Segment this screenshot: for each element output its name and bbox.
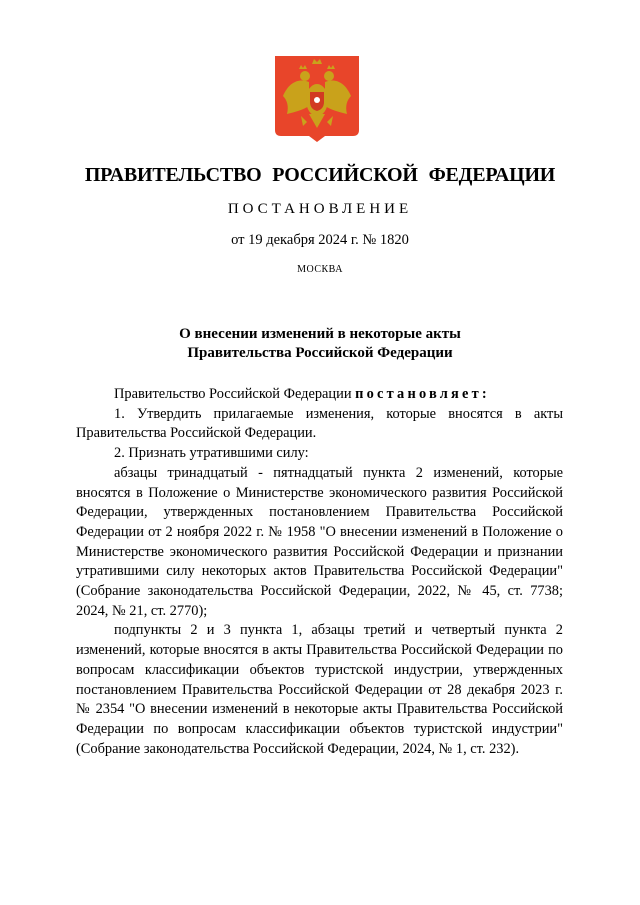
- paragraph-3: абзацы тринадцатый - пятнадцатый пункта 2 изменений, которые вносятся в Положение о Министерстве экономического развития Российской Федерации, утвержденных постановлением Правительства Российской Федерации от 2 ноября 2022 г. № 1958 "О внесении изменений в Положение о Министерстве экономического развития Российской Федерации и признании утратившими силу некоторых актов Правительства Российской Федерации" (Собрание законодательства Российской Федерации, 2022, № 45, ст. 7738; 2024, № 21, ст. 2770);: [76, 464, 563, 619]
- intro-text: Правительство Российской Федерации: [114, 386, 356, 402]
- document-city: МОСКВА: [297, 264, 343, 275]
- intro-verb: постановляет:: [355, 386, 490, 402]
- government-title: ПРАВИТЕЛЬСТВО РОССИЙСКОЙ ФЕДЕРАЦИИ: [84, 164, 556, 186]
- document-date-number: от 19 декабря 2024 г. № 1820: [231, 232, 409, 248]
- paragraph-1: 1. Утвердить прилагаемые изменения, которые вносятся в акты Правительства Российской Федерации.: [76, 405, 563, 442]
- paragraph-4: подпункты 2 и 3 пункта 1, абзацы третий и четвертый пункта 2 изменений, которые вносятся в акты Правительства Российской Федерации по вопросам классификации объектов туристской индустрии, утвержденных постановлением Правительства Российской Федерации от 28 декабря 2023 г. № 2354 "О внесении изменений в некоторые акты Правительства Российской Федерации по вопросам классификации объектов туристской индустрии" (Собрание законодательства Российской Федерации, 2024, № 1, ст. 232).: [76, 622, 563, 757]
- subject-line-2: Правительства Российской Федерации: [187, 345, 453, 361]
- intro-paragraph: [76, 385, 563, 405]
- document-type: ПОСТАНОВЛЕНИЕ: [227, 201, 413, 217]
- document-subject: [0, 325, 640, 363]
- document-body: [76, 385, 563, 759]
- paragraph-2: 2. Признать утратившими силу:: [114, 445, 309, 462]
- subject-line-1: О внесении изменений в некоторые акты: [179, 326, 461, 342]
- coat-of-arms-icon: [275, 56, 359, 142]
